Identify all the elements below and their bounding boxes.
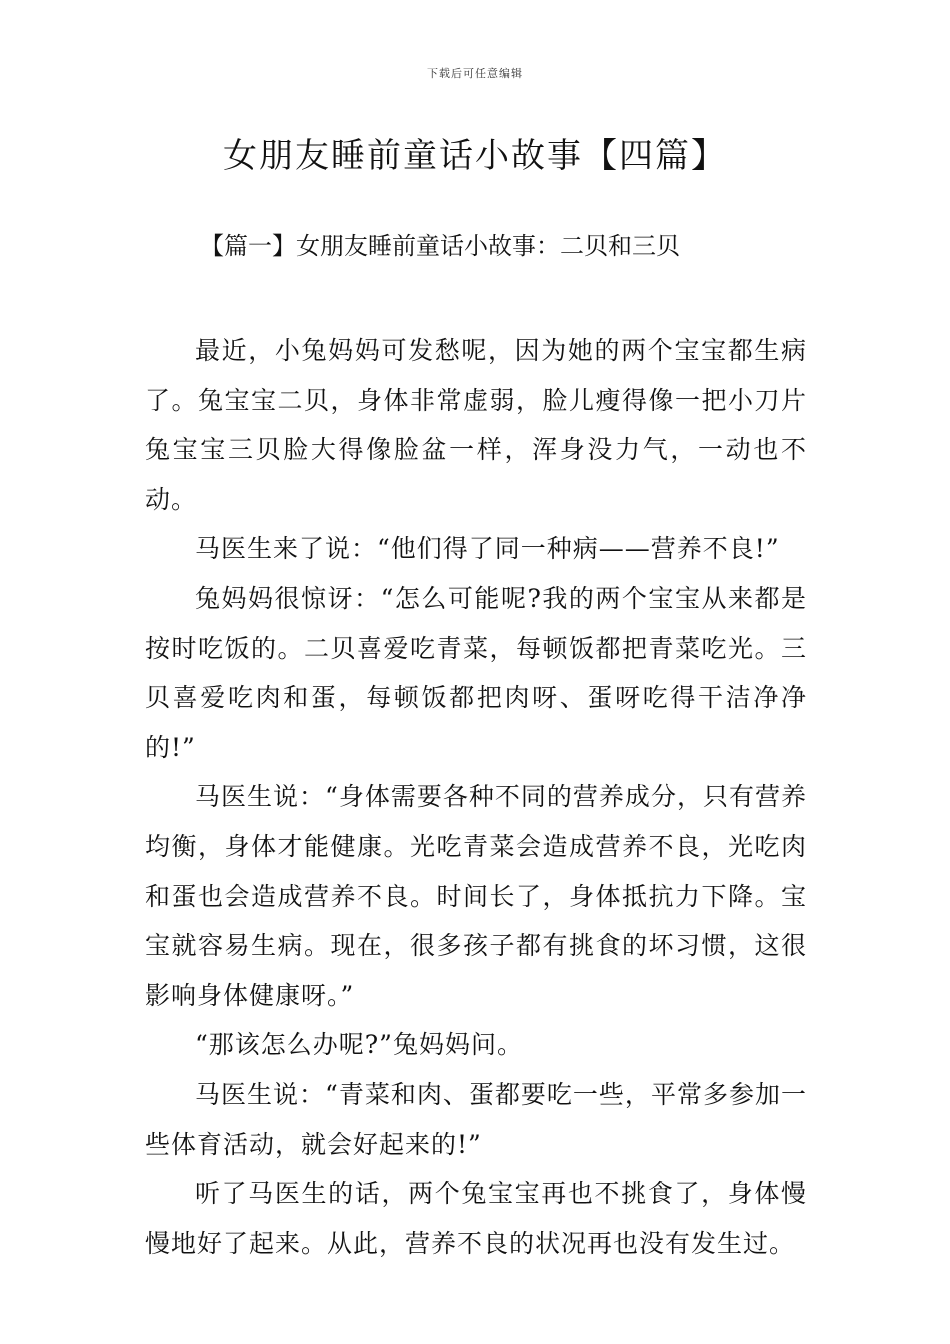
document-title: 女朋友睡前童话小故事【四篇】 [223, 136, 727, 176]
story-body [145, 326, 807, 1268]
header-note: 下载后可任意编辑 [427, 67, 523, 80]
paragraph: 马医生来了说：“他们得了同一种病——营养不良!” [195, 534, 780, 564]
section-title: 【篇一】女朋友睡前童话小故事：二贝和三贝 [200, 232, 680, 260]
paragraph: 马医生说：“身体需要各种不同的营养成分，只有营养均衡，身体才能健康。光吃青菜会造成营养不良，光吃肉和蛋也会造成营养不良。时间长了，身体抵抗力下降。宝宝就容易生病。现在，很多孩子都有挑食的坏习惯，这很影响身体健康呀。” [145, 782, 807, 1010]
paragraph: 听了马医生的话，两个兔宝宝再也不挑食了，身体慢慢地好了起来。从此，营养不良的状况再也没有发生过。 [145, 1179, 807, 1258]
paragraph: “那该怎么办呢?”兔妈妈问。 [195, 1030, 523, 1060]
paragraph: 马医生说：“青菜和肉、蛋都要吃一些，平常多参加一些体育活动，就会好起来的!” [145, 1079, 807, 1159]
paragraph: 兔妈妈很惊讶：“怎么可能呢?我的两个宝宝从来都是按时吃饭的。二贝喜爱吃青菜，每顿饭都把青菜吃光。三贝喜爱吃肉和蛋，每顿饭都把肉呀、蛋呀吃得干洁净净的!” [145, 583, 807, 762]
paragraph: 最近，小兔妈妈可发愁呢，因为她的两个宝宝都生病了。兔宝宝二贝，身体非常虚弱，脸儿瘦得像一把小刀片兔宝宝三贝脸大得像脸盆一样，浑身没力气，一动也不动。 [145, 336, 807, 514]
